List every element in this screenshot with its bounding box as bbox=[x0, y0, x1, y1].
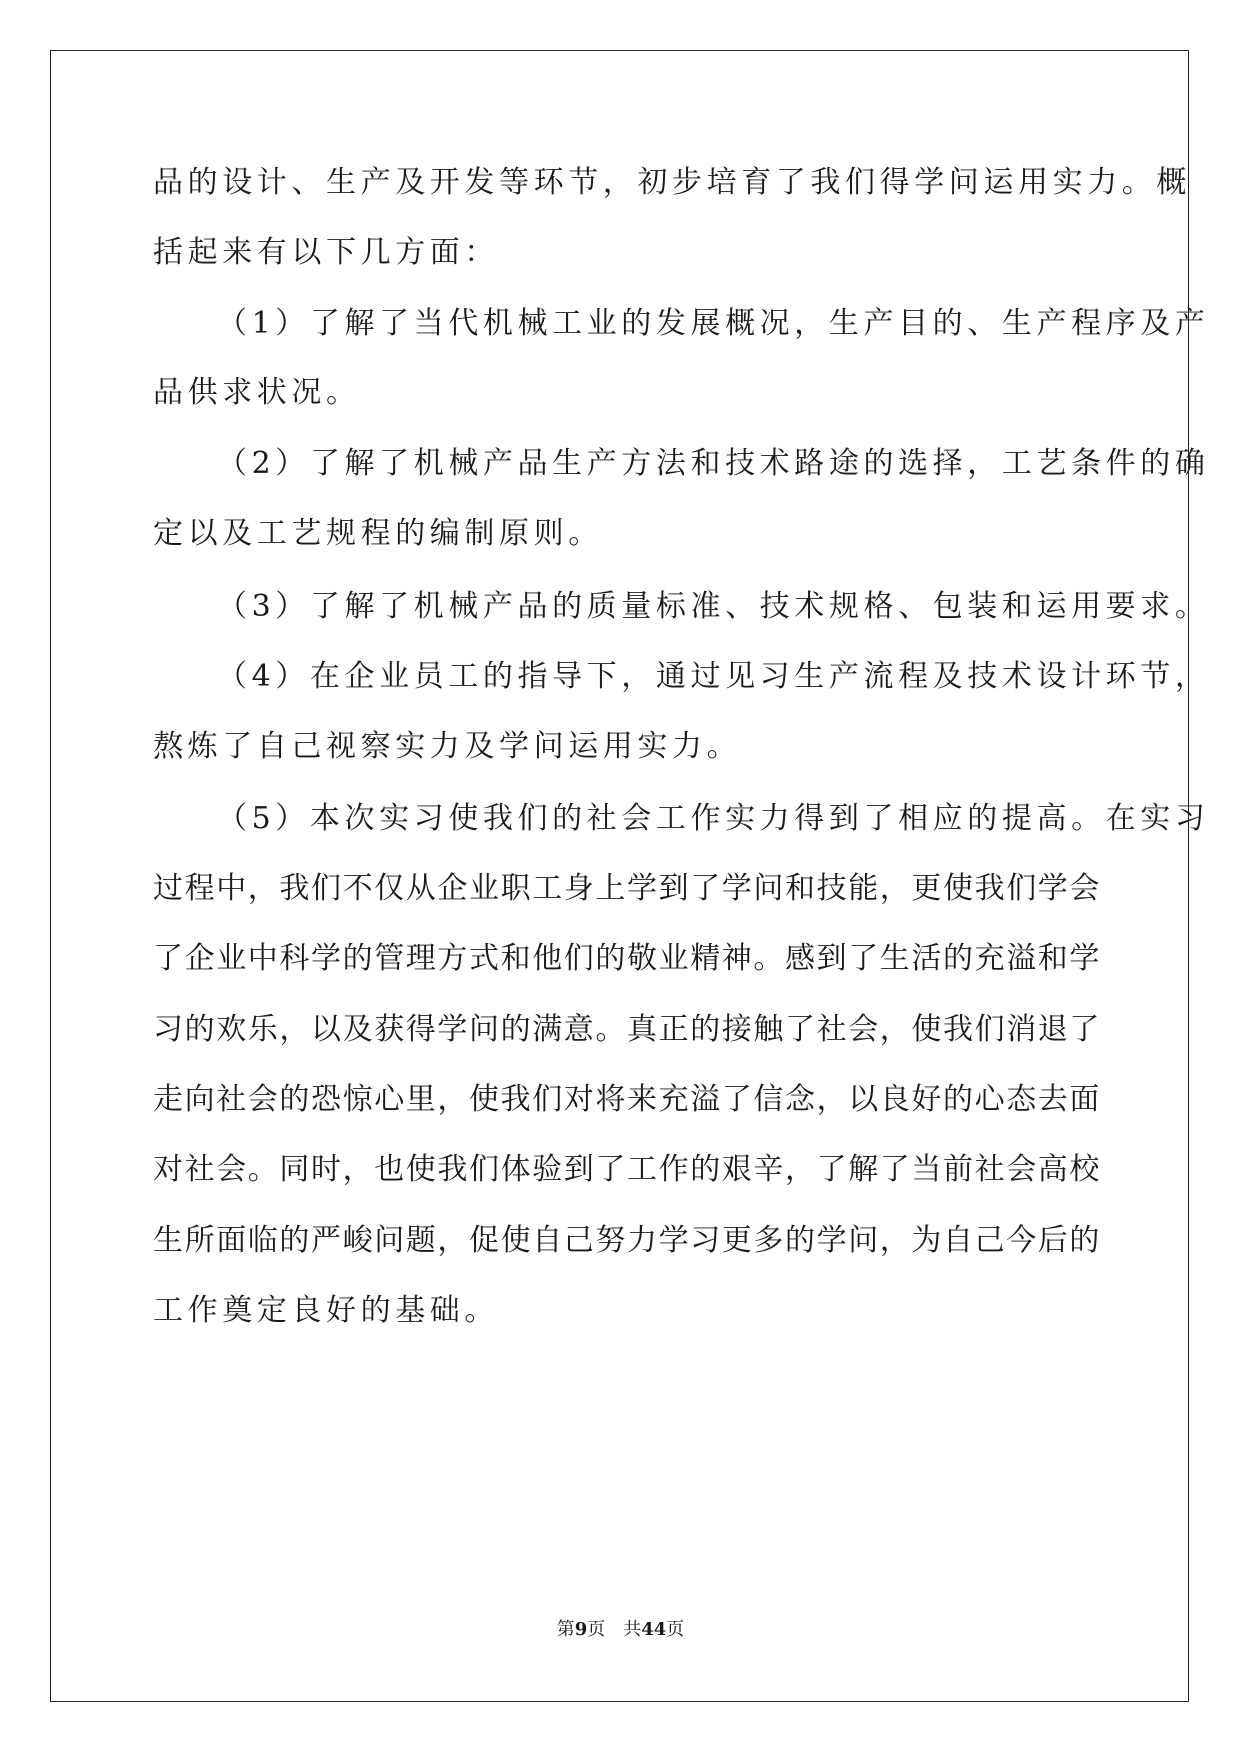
text-line: 走向社会的恐惊心里，使我们对将来充溢了信念，以良好的心态去面 bbox=[153, 1082, 1101, 1117]
text-line: 过程中，我们不仅从企业职工身上学到了学问和技能，更使我们学会 bbox=[153, 871, 1101, 906]
page-label-suffix: 页 bbox=[587, 1619, 606, 1640]
text-line: 品供求状况。 bbox=[153, 375, 361, 410]
page-footer bbox=[0, 1618, 1241, 1642]
text-line: 品的设计、生产及开发等环节，初步培育了我们得学问运用实力。概 bbox=[153, 165, 1191, 200]
total-pages: 44 bbox=[641, 1619, 667, 1640]
text-line: （4）在企业员工的指导下，通过见习生产流程及技术设计环节， bbox=[217, 659, 1210, 694]
text-line: 熬炼了自己视察实力及学问运用实力。 bbox=[153, 729, 742, 764]
text-line: 括起来有以下几方面： bbox=[153, 235, 499, 270]
text-line: 定以及工艺规程的编制原则。 bbox=[153, 516, 603, 551]
text-line: 了企业中科学的管理方式和他们的敬业精神。感到了生活的充溢和学 bbox=[153, 941, 1101, 976]
total-label-prefix: 共 bbox=[623, 1619, 642, 1640]
page-number: 9 bbox=[574, 1619, 588, 1640]
text-line: （1）了解了当代机械工业的发展概况，生产目的、生产程序及产 bbox=[217, 306, 1210, 341]
text-line: （3）了解了机械产品的质量标准、技术规格、包装和运用要求。 bbox=[217, 589, 1210, 624]
text-line: 工作奠定良好的基础。 bbox=[153, 1293, 499, 1328]
text-line: （2）了解了机械产品生产方法和技术路途的选择，工艺条件的确 bbox=[217, 446, 1210, 481]
text-line: 对社会。同时，也使我们体验到了工作的艰辛，了解了当前社会高校 bbox=[153, 1152, 1101, 1187]
text-line: 生所面临的严峻问题，促使自己努力学习更多的学问，为自己今后的 bbox=[153, 1223, 1101, 1258]
page-label-prefix: 第 bbox=[556, 1619, 575, 1640]
text-line: （5）本次实习使我们的社会工作实力得到了相应的提高。在实习 bbox=[217, 801, 1210, 836]
text-line: 习的欢乐，以及获得学问的满意。真正的接触了社会，使我们消退了 bbox=[153, 1012, 1101, 1047]
total-label-suffix: 页 bbox=[666, 1619, 685, 1640]
